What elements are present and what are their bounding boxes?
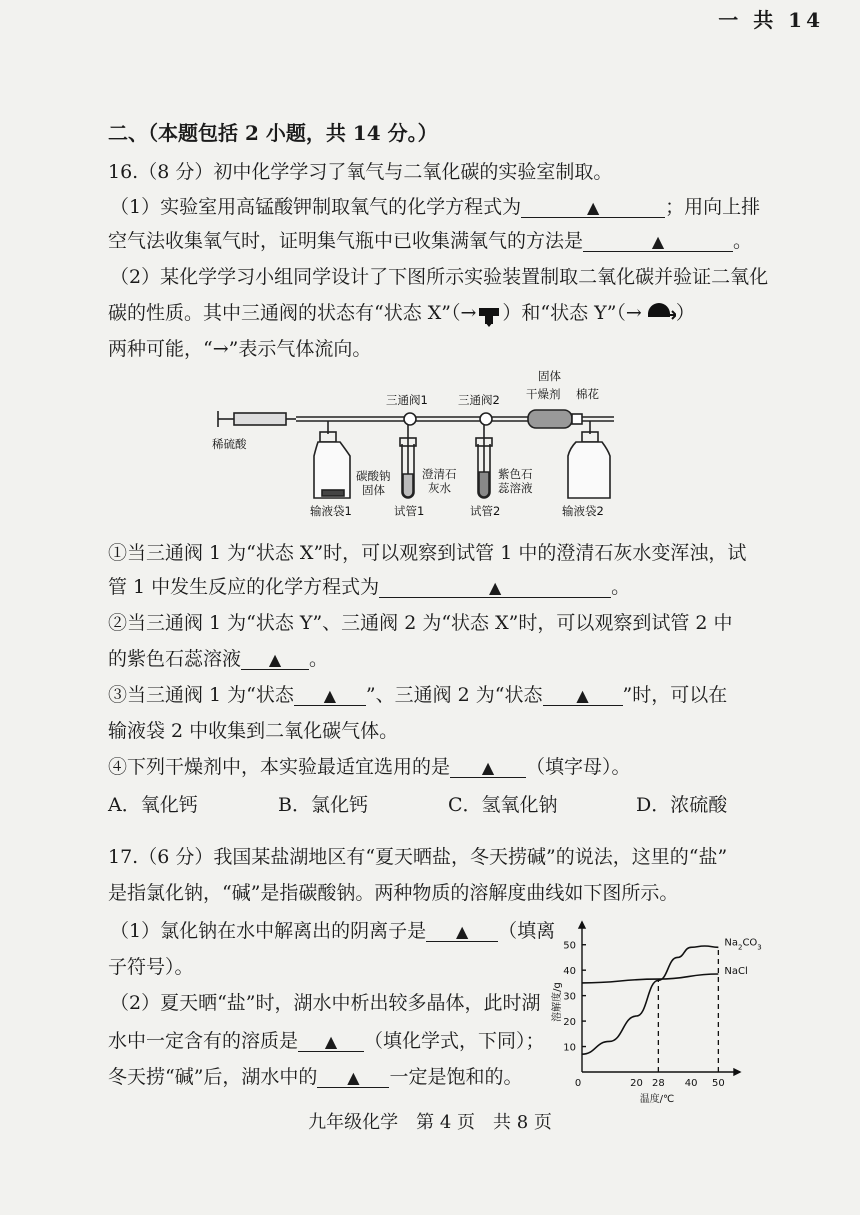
answer-blank-3[interactable] [379,577,611,598]
q16-s3-text-c: ”时，可以在 [622,684,728,706]
y-axis-label: 溶解度/g [552,982,563,1022]
option-b: B．氯化钙 [278,794,368,816]
origin-label: 0 [574,1078,582,1089]
q16-s4-line1 [108,752,631,779]
na2co3-curve [582,946,718,1054]
answer-blank-1[interactable] [521,197,665,218]
x-axis-label: 温度/℃ [639,1094,675,1104]
blank-mark: ▲ [268,650,282,669]
label-bag-1: 输液袋1 [310,504,352,518]
q16-p1-text-a: （1）实验室用高锰酸钾制取氧气的化学方程式为 [110,196,522,218]
x-axis-arrow [734,1069,740,1075]
option-c: C．氢氧化钠 [448,794,558,816]
q16-p1-text-c: 空气法收集氧气时，证明集气瓶中已收集满氧气的方法是 [108,230,584,252]
section-title: 二、（本题包括 2 小题，共 14 分。） [108,121,438,145]
q16-stem: 16.（8 分）初中化学学习了氧气与二氧化碳的实验室制取。 [108,161,613,183]
label-bag-2: 输液袋2 [562,504,604,518]
label-valve-1: 三通阀1 [386,393,428,407]
q17-p2-line1: （2）夏天晒“盐”时，湖水中析出较多晶体，此时湖 [110,992,541,1014]
q16-s4-text-a: ④下列干燥剂中，本实验最适宜选用的是 [108,756,451,778]
three-way-valve-1-icon [404,413,416,425]
y-tick-label: 20 [563,1017,576,1029]
apparatus-diagram [210,364,630,522]
answer-blank-9[interactable] [298,1031,364,1052]
label-limewater-2: 灰水 [428,481,451,495]
legend-nacl: NaCl [724,966,748,977]
q17-line2: 是指氯化钠，“碱”是指碳酸钠。两种物质的溶解度曲线如下图所示。 [108,882,679,904]
q17-line1: 17.（6 分）我国某盐湖地区有“夏天晒盐，冬天捞碱”的说法，这里的“盐” [108,846,728,868]
label-solid: 固体 [362,483,385,497]
label-dryer-2: 干燥剂 [526,387,561,401]
blank-mark: ▲ [347,1068,360,1087]
blank-mark: ▲ [576,686,589,705]
option-a: A．氧化钙 [108,794,198,816]
q17-p1-text-b: （填离 [498,920,556,942]
y-axis-arrow [579,922,585,928]
label-tube-2: 试管2 [470,504,501,518]
q16-p2-line2 [108,298,695,327]
option-d: D．浓硫酸 [636,794,728,816]
label-tube-1: 试管1 [394,504,425,518]
label-cotton: 棉花 [576,387,599,401]
x-tick-label: 20 [630,1078,643,1089]
label-dilute-sulfuric-acid: 稀硫酸 [212,437,247,451]
blank-mark: ▲ [651,232,665,251]
q17-p2-text-c: （填化学式，下同）； [364,1030,545,1052]
valve-state-x-icon [476,301,502,327]
label-litmus-1: 紫色石 [498,467,533,481]
y-tick-label: 40 [563,966,576,978]
answer-blank-4[interactable] [241,649,309,670]
q17-p2-line3 [108,1062,522,1089]
answer-blank-10[interactable] [317,1067,389,1088]
q16-p1-text-d: 。 [733,230,753,252]
legend-na2co3: $Na_2CO_3$ [724,937,762,952]
label-litmus-2: 蕊溶液 [498,481,533,495]
q16-p2-text-b: ）和“状态 Y”（→ [502,302,642,324]
q16-p2-line1: （2）某化学学习小组同学设计了下图所示实验装置制取二氧化碳并验证二氧化 [110,266,769,288]
q16-p1-line2 [108,226,752,253]
blank-mark: ▲ [586,198,600,217]
q16-p2-text-a: 碳的性质。其中三通阀的状态有“状态 X”（→ [108,302,477,324]
page-footer: 九年级化学 第 4 页 共 8 页 [308,1112,552,1133]
q16-s1-text-a: 管 1 中发生反应的化学方程式为 [108,576,380,598]
q16-s3-text-b: ”、三通阀 2 为“状态 [365,684,543,706]
blank-mark: ▲ [489,578,502,597]
x-tick-label: 50 [711,1078,725,1089]
q16-s3-text-a: ③当三通阀 1 为“状态 [108,684,294,706]
infusion-bag-2-icon [568,421,610,498]
q16-s3-line1 [108,680,727,707]
y-tick-label: 30 [563,991,576,1003]
answer-blank-2[interactable] [583,231,733,252]
y-tick-label: 50 [563,940,576,952]
q17-p2-text-d: 冬天捞“碱”后，湖水中的 [108,1066,318,1088]
x-tick-label: 28 [651,1078,665,1089]
label-valve-2: 三通阀2 [458,393,500,407]
blank-mark: ▲ [323,686,337,705]
answer-blank-8[interactable] [426,921,498,942]
page-corner-text: 一 共 14 [718,8,824,32]
test-tube-2-icon [476,425,492,498]
q16-s1-line1: ①当三通阀 1 为“状态 X”时，可以观察到试管 1 中的澄清石灰水变浑浊，试 [108,542,747,564]
q17-p2-text-b: 水中一定含有的溶质是 [108,1030,299,1052]
q16-s3-line2: 输液袋 2 中收集到二氧化碳气体。 [108,720,399,742]
syringe-icon [218,411,296,427]
solubility-chart [548,916,778,1104]
valve-state-y-icon [642,302,676,326]
answer-blank-7[interactable] [450,757,526,778]
q16-s2-text-a: 的紫色石蕊溶液 [108,648,242,670]
q16-s1-text-b: 。 [611,576,631,598]
q17-p2-line2 [108,1026,545,1053]
q16-s1-line2 [108,572,630,599]
q17-p1-line2: 子符号）。 [108,956,194,978]
test-tube-1-icon [400,425,416,498]
q16-p2-text-c: ） [675,302,695,324]
infusion-bag-1-icon [314,421,350,498]
q16-s4-text-b: （填字母）。 [526,756,631,778]
q17-p1-text-a: （1）氯化钠在水中解离出的阴离子是 [110,920,427,942]
nacl-line [582,974,718,983]
blank-mark: ▲ [455,922,469,941]
x-tick-label: 40 [684,1078,698,1089]
q16-s2-text-b: 。 [309,648,329,670]
q16-p1-line1 [110,192,760,219]
label-limewater-1: 澄清石 [422,467,457,481]
blank-mark: ▲ [481,758,495,777]
q16-p1-text-b: ；用向上排 [665,196,761,218]
q16-p2-line3: 两种可能，“→”表示气体流向。 [108,338,372,360]
q17-p2-text-e: 一定是饱和的。 [389,1066,523,1088]
q16-s2-line1: ②当三通阀 1 为“状态 Y”、三通阀 2 为“状态 X”时，可以观察到试管 2 中 [108,612,733,634]
q17-p1-line1 [110,916,555,943]
q16-s2-line2 [108,644,328,671]
y-tick-label: 10 [563,1042,576,1054]
drying-tube-icon [528,410,582,428]
label-dryer-1: 固体 [538,369,561,383]
answer-blank-5[interactable] [294,685,366,706]
answer-blank-6[interactable] [543,685,623,706]
label-sodium-carbonate: 碳酸钠 [356,469,391,483]
blank-mark: ▲ [324,1032,338,1051]
three-way-valve-2-icon [480,413,492,425]
